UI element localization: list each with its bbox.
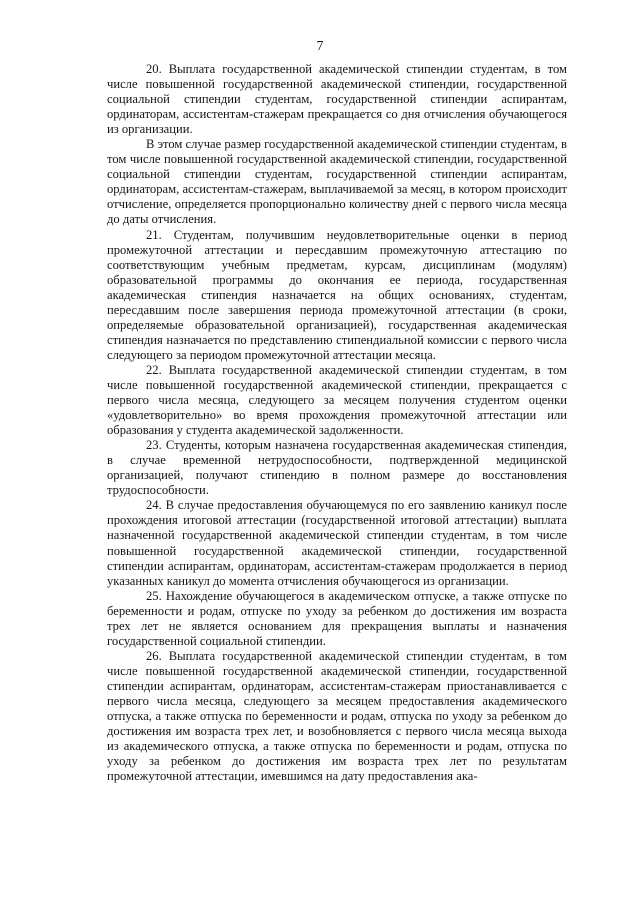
paragraph-20-continued: В этом случае размер государственной академической стипендии студентам, в том числе повышенной государственной академической стипендии, государственной социальной стипендии студентам, государственной стипендии аспирантам, ординаторам, ассистентам-стажерам, выплачиваемой за месяц, в котором происходит отчисление, определяется пропорционально количеству дней с первого числа месяца до даты отчисления.	[107, 137, 567, 227]
paragraph-22: 22. Выплата государственной академической стипендии студентам, в том числе повышенной государственной академической стипендии, прекращается с первого числа месяца, следующего за месяцем получения студентом оценки «удовлетворительно» во время прохождения промежуточной аттестации или образования у студента академической задолженности.	[107, 362, 567, 438]
page-number: 7	[316, 38, 324, 53]
paragraph-24: 24. В случае предоставления обучающемуся по его заявлению каникул после прохождения итоговой аттестации (государственной итоговой аттестации) выплата назначенной государственной академической стипендии студентам, в том числе повышенной государственной академической стипендии, государственной стипендии аспирантам, ординаторам, ассистентам-стажерам продолжается в период указанных каникул до момента отчисления обучающегося из организации.	[107, 498, 567, 588]
paragraph-20: 20. Выплата государственной академической стипендии студентам, в том числе повышенной государственной академической стипендии, государственной социальной стипендии студентам, государственной стипендии аспирантам, ординаторам, ассистентам-стажерам прекращается со дня отчисления обучающегося из организации.	[107, 62, 567, 137]
paragraph-23: 23. Студенты, которым назначена государственная академическая стипендия, в случае временной нетрудоспособности, подтвержденной медицинской организацией, получают стипендию в полном размере до восстановления трудоспособности.	[107, 438, 567, 498]
paragraph-25: 25. Нахождение обучающегося в академическом отпуске, а также отпуске по беременности и родам, отпуске по уходу за ребенком до достижения им возраста трех лет не является основанием для прекращения выплаты и назначения государственной социальной стипендии.	[107, 588, 567, 648]
document-body	[107, 62, 567, 784]
paragraph-26: 26. Выплата государственной академической стипендии студентам, в том числе повышенной государственной академической стипендии, государственной стипендии аспирантам, ординаторам, ассистентам-стажерам приостанавливается с первого числа месяца, следующего за месяцем предоставления академического отпуска, а также отпуска по беременности и родам, отпуска по уходу за ребенком до достижения им возраста трех лет, и возобновляется с первого числа месяца выхода из академического отпуска, а также отпуска по беременности и родам, отпуска по уходу за ребенком до достижения им возраста трех лет по результатам промежуточной аттестации, имевшимся на дату предоставления ака-	[107, 648, 567, 784]
paragraph-21: 21. Студентам, получившим неудовлетворительные оценки в период промежуточной аттестации и пересдавшим промежуточную аттестацию по соответствующим учебным предметам, курсам, дисциплинам (модулям) образовательной программы до окончания ее периода, государственная академическая стипендия назначается на общих основаниях, студентам, пересдавшим после завершения периода промежуточной аттестации (в сроки, определяемые образовательной организацией), государственная академическая стипендия назначается по представлению стипендиальной комиссии с первого числа следующего за периодом промежуточной аттестации месяца.	[107, 227, 567, 362]
